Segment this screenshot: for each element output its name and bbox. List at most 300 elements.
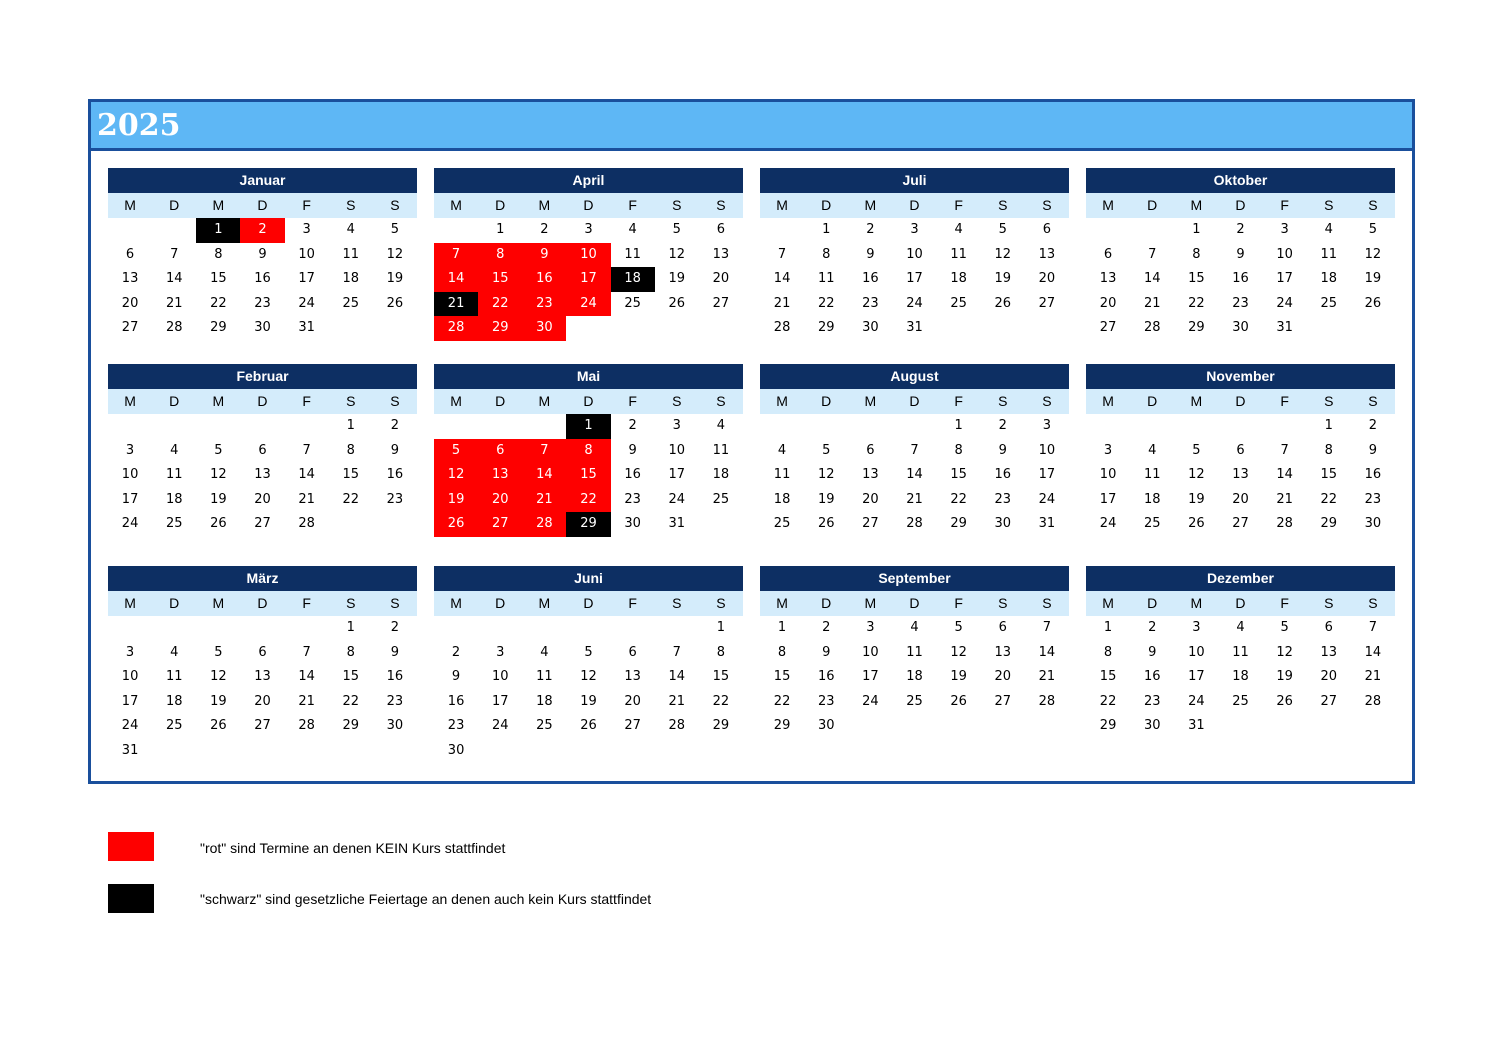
weekday-label: S	[672, 197, 682, 213]
empty-day-cell	[1130, 414, 1174, 439]
day-cell: 23	[1143, 693, 1161, 709]
weekday-label: M	[864, 197, 877, 213]
day-cell: 7	[302, 442, 311, 458]
empty-day-cell	[152, 739, 196, 764]
day-cell: 4	[540, 644, 549, 660]
day-cell: 25	[342, 295, 360, 311]
day-cell: 17	[1188, 669, 1205, 685]
weekday-label: F	[302, 197, 311, 213]
day-cell: 5	[1368, 222, 1378, 237]
day-cell: 30	[1364, 516, 1382, 532]
empty-day-cell	[1351, 316, 1395, 341]
day-cell: 23	[447, 718, 465, 734]
empty-day-cell	[1174, 414, 1218, 439]
day-cell: 25	[536, 718, 553, 734]
day-cell: 26	[210, 718, 227, 734]
day-cell: 23	[862, 295, 879, 311]
day-cell: 14	[1038, 644, 1056, 660]
day-cell: 18	[950, 271, 967, 287]
week-row	[760, 714, 1069, 739]
day-cell: 30	[447, 742, 465, 758]
week-row	[434, 739, 743, 764]
weekday-label: S	[1324, 595, 1334, 611]
day-cell: 29	[712, 718, 730, 734]
empty-day-cell	[196, 616, 240, 641]
day-cell: 29	[210, 320, 227, 336]
week-row	[760, 488, 1069, 513]
empty-day-cell	[1025, 714, 1069, 739]
week-row	[1086, 463, 1395, 488]
day-cell: 11	[536, 669, 553, 685]
month-name: Mai	[434, 364, 743, 389]
day-cell: 16	[624, 467, 641, 483]
day-cell: 26	[580, 718, 597, 734]
weekday-label: S	[998, 595, 1008, 611]
day-cell: 19	[1188, 491, 1205, 507]
day-cell: 27	[624, 718, 641, 734]
weekday-label: S	[390, 197, 400, 213]
empty-day-cell	[434, 616, 478, 641]
day-cell: 21	[668, 693, 686, 709]
day-cell: 22	[210, 295, 227, 311]
day-cell: 9	[451, 669, 461, 685]
empty-day-cell	[152, 414, 196, 439]
weekday-label: F	[954, 393, 963, 409]
day-cell: 17	[298, 271, 315, 287]
day-cell: 18	[611, 267, 655, 292]
day-cell: 14	[906, 467, 923, 483]
empty-day-cell	[329, 512, 373, 537]
week-row	[108, 439, 417, 464]
day-cell: 14	[773, 271, 791, 287]
week-row	[760, 616, 1069, 641]
day-cell: 20	[254, 693, 271, 709]
week-row	[108, 267, 417, 292]
weekday-label: S	[1042, 197, 1052, 213]
weekday-label: S	[1368, 393, 1378, 409]
weekday-label: D	[1147, 595, 1158, 611]
day-cell: 20	[994, 669, 1012, 685]
day-cell: 18	[906, 669, 923, 685]
day-cell: 26	[1364, 295, 1382, 311]
weekday-header-row	[760, 591, 1069, 616]
empty-day-cell	[699, 316, 743, 341]
day-cell: 2	[866, 222, 875, 237]
day-cell: 20	[712, 271, 730, 287]
day-cell: 16	[817, 669, 835, 685]
day-cell: 28	[522, 512, 566, 537]
day-cell: 22	[1099, 693, 1117, 709]
day-cell: 26	[668, 295, 686, 311]
weekday-label: M	[538, 197, 551, 213]
day-cell: 4	[910, 620, 919, 635]
week-row	[760, 439, 1069, 464]
day-cell: 3	[584, 222, 593, 237]
month-name: Dezember	[1086, 566, 1395, 591]
day-cell: 29	[817, 320, 835, 336]
day-cell: 3	[672, 418, 681, 433]
day-cell: 13	[254, 669, 271, 685]
weekday-label: M	[212, 595, 225, 611]
day-cell: 1	[496, 222, 505, 237]
day-cell: 1	[822, 222, 831, 237]
day-cell: 10	[298, 246, 315, 262]
weekday-label: F	[1280, 197, 1289, 213]
day-cell: 19	[210, 693, 227, 709]
day-cell: 4	[716, 418, 726, 433]
week-row	[108, 714, 417, 739]
weekday-label: S	[672, 393, 682, 409]
day-cell: 7	[910, 442, 919, 458]
weekday-label: M	[212, 393, 225, 409]
empty-day-cell	[1307, 714, 1351, 739]
day-cell: 5	[1192, 442, 1201, 458]
day-cell: 18	[342, 271, 360, 287]
day-cell: 14	[1143, 271, 1161, 287]
day-cell: 9	[522, 243, 566, 268]
day-cell: 21	[1143, 295, 1161, 311]
day-cell: 27	[254, 516, 271, 532]
day-cell: 1	[346, 620, 355, 635]
weekday-label: M	[1190, 393, 1203, 409]
empty-day-cell	[981, 714, 1025, 739]
day-cell: 10	[1276, 246, 1293, 262]
empty-day-cell	[566, 616, 610, 641]
day-cell: 9	[258, 246, 267, 262]
week-row	[1086, 488, 1395, 513]
empty-day-cell	[240, 414, 284, 439]
weekday-label: F	[1280, 595, 1289, 611]
day-cell: 20	[624, 693, 641, 709]
week-row	[1086, 414, 1395, 439]
day-cell: 3	[302, 222, 311, 237]
day-cell: 2	[628, 418, 637, 433]
week-row	[108, 243, 417, 268]
day-cell: 1	[1324, 418, 1333, 433]
day-cell: 23	[1364, 491, 1382, 507]
day-cell: 13	[1099, 271, 1117, 287]
day-cell: 10	[566, 243, 610, 268]
weekday-label: S	[998, 393, 1008, 409]
day-cell: 6	[998, 620, 1007, 635]
day-cell: 19	[210, 491, 227, 507]
day-cell: 9	[1236, 246, 1245, 262]
day-cell: 2	[390, 418, 400, 433]
day-cell: 28	[1143, 320, 1161, 336]
day-cell: 19	[434, 488, 478, 513]
day-cell: 5	[214, 442, 223, 458]
day-cell: 4	[954, 222, 963, 237]
empty-day-cell	[1086, 218, 1130, 243]
week-row	[760, 641, 1069, 666]
month-name: Januar	[108, 168, 417, 193]
weekday-label: D	[909, 197, 920, 213]
week-row	[434, 267, 743, 292]
day-cell: 1	[566, 414, 610, 439]
week-row	[434, 512, 743, 537]
day-cell: 13	[624, 669, 641, 685]
weekday-label: S	[1324, 197, 1334, 213]
day-cell: 24	[121, 718, 139, 734]
weekday-label: M	[450, 393, 462, 409]
day-cell: 28	[298, 718, 315, 734]
day-cell: 15	[712, 669, 730, 685]
month-märz	[108, 566, 417, 764]
empty-day-cell	[1351, 714, 1395, 739]
month-august	[760, 364, 1069, 537]
day-cell: 17	[1276, 271, 1293, 287]
weekday-label: D	[495, 197, 506, 213]
day-cell: 14	[298, 467, 315, 483]
day-cell: 24	[566, 292, 610, 317]
weekday-label: F	[954, 595, 963, 611]
day-cell: 2	[540, 222, 549, 237]
week-row	[434, 463, 743, 488]
month-juni	[434, 566, 743, 764]
week-row	[1086, 267, 1395, 292]
day-cell: 6	[1103, 246, 1113, 262]
empty-day-cell	[240, 616, 284, 641]
month-februar	[108, 364, 417, 537]
day-cell: 15	[342, 669, 360, 685]
weekday-label: M	[124, 595, 136, 611]
day-cell: 13	[254, 467, 271, 483]
day-cell: 18	[536, 693, 553, 709]
month-name: Oktober	[1086, 168, 1395, 193]
weekday-label: S	[390, 393, 400, 409]
legend-swatch-red	[108, 832, 154, 861]
day-cell: 16	[1364, 467, 1382, 483]
day-cell: 22	[342, 491, 360, 507]
empty-day-cell	[108, 218, 152, 243]
weekday-header-row	[108, 591, 417, 616]
month-name: Juni	[434, 566, 743, 591]
day-cell: 2	[1148, 620, 1157, 635]
day-cell: 2	[390, 620, 400, 635]
empty-day-cell	[196, 414, 240, 439]
day-cell: 15	[478, 267, 522, 292]
week-row	[760, 243, 1069, 268]
day-cell: 7	[170, 246, 179, 262]
week-row	[760, 690, 1069, 715]
empty-day-cell	[699, 739, 743, 764]
weekday-label: D	[583, 197, 594, 213]
day-cell: 20	[121, 295, 139, 311]
week-row	[434, 714, 743, 739]
weekday-label: M	[1190, 595, 1203, 611]
week-row	[108, 512, 417, 537]
day-cell: 27	[712, 295, 730, 311]
day-cell: 25	[773, 516, 791, 532]
day-cell: 19	[1276, 669, 1293, 685]
day-cell: 7	[1148, 246, 1157, 262]
day-cell: 4	[170, 644, 179, 660]
day-cell: 23	[1232, 295, 1249, 311]
day-cell: 18	[165, 693, 183, 709]
week-row	[1086, 218, 1395, 243]
day-cell: 14	[668, 669, 686, 685]
day-cell: 16	[386, 669, 404, 685]
day-cell: 29	[773, 718, 791, 734]
weekday-header-row	[1086, 389, 1395, 414]
week-row	[1086, 243, 1395, 268]
week-row	[434, 316, 743, 341]
week-row	[108, 616, 417, 641]
empty-day-cell	[522, 616, 566, 641]
empty-day-cell	[760, 218, 804, 243]
day-cell: 25	[712, 491, 730, 507]
day-cell: 18	[773, 491, 791, 507]
weekday-label: D	[495, 393, 506, 409]
week-row	[760, 267, 1069, 292]
day-cell: 22	[566, 488, 610, 513]
day-cell: 5	[954, 620, 963, 635]
day-cell: 8	[214, 246, 223, 262]
day-cell: 26	[1276, 693, 1293, 709]
day-cell: 11	[1143, 467, 1161, 483]
day-cell: 31	[298, 320, 315, 336]
weekday-label: D	[495, 595, 506, 611]
day-cell: 10	[862, 644, 879, 660]
month-oktober	[1086, 168, 1395, 341]
weekday-label: F	[628, 595, 637, 611]
week-row	[1086, 641, 1395, 666]
day-cell: 12	[210, 669, 227, 685]
week-row	[434, 218, 743, 243]
day-cell: 17	[862, 669, 879, 685]
day-cell: 31	[1276, 320, 1293, 336]
day-cell: 4	[170, 442, 179, 458]
day-cell: 8	[716, 644, 726, 660]
day-cell: 8	[1192, 246, 1201, 262]
day-cell: 3	[910, 222, 919, 237]
day-cell: 7	[522, 439, 566, 464]
week-row	[760, 292, 1069, 317]
day-cell: 13	[1038, 246, 1056, 262]
weekday-label: M	[450, 595, 462, 611]
day-cell: 12	[1276, 644, 1293, 660]
empty-day-cell	[152, 218, 196, 243]
day-cell: 13	[1232, 467, 1249, 483]
day-cell: 11	[165, 467, 183, 483]
day-cell: 11	[950, 246, 967, 262]
weekday-label: M	[538, 595, 551, 611]
day-cell: 3	[496, 644, 505, 660]
day-cell: 13	[862, 467, 879, 483]
day-cell: 8	[1103, 644, 1113, 660]
month-april	[434, 168, 743, 341]
empty-day-cell	[804, 414, 848, 439]
day-cell: 8	[954, 442, 963, 458]
day-cell: 19	[386, 271, 404, 287]
week-row	[760, 414, 1069, 439]
empty-day-cell	[152, 616, 196, 641]
day-cell: 27	[478, 512, 522, 537]
week-row	[434, 243, 743, 268]
weekday-label: M	[1102, 393, 1114, 409]
day-cell: 1	[346, 418, 355, 433]
weekday-label: M	[1102, 197, 1114, 213]
week-row	[1086, 714, 1395, 739]
day-cell: 6	[258, 442, 267, 458]
empty-day-cell	[848, 414, 892, 439]
day-cell: 17	[1038, 467, 1056, 483]
month-name: August	[760, 364, 1069, 389]
empty-day-cell	[760, 414, 804, 439]
empty-day-cell	[522, 414, 566, 439]
empty-day-cell	[373, 739, 417, 764]
empty-day-cell	[611, 739, 655, 764]
day-cell: 22	[817, 295, 835, 311]
day-cell: 13	[994, 644, 1012, 660]
day-cell: 10	[121, 669, 139, 685]
empty-day-cell	[699, 512, 743, 537]
day-cell: 24	[121, 516, 139, 532]
weekday-label: M	[776, 197, 788, 213]
day-cell: 28	[434, 316, 478, 341]
weekday-label: M	[864, 595, 877, 611]
empty-day-cell	[937, 714, 981, 739]
day-cell: 29	[1188, 320, 1205, 336]
day-cell: 15	[950, 467, 967, 483]
day-cell: 29	[950, 516, 967, 532]
day-cell: 24	[862, 693, 879, 709]
day-cell: 1	[1103, 620, 1113, 635]
day-cell: 20	[254, 491, 271, 507]
weekday-label: F	[628, 197, 637, 213]
day-cell: 5	[214, 644, 223, 660]
month-juli	[760, 168, 1069, 341]
day-cell: 7	[777, 246, 787, 262]
week-row	[1086, 439, 1395, 464]
empty-day-cell	[655, 739, 699, 764]
day-cell: 18	[165, 491, 183, 507]
day-cell: 2	[998, 418, 1007, 433]
day-cell: 25	[950, 295, 967, 311]
day-cell: 30	[1143, 718, 1161, 734]
day-cell: 26	[994, 295, 1012, 311]
day-cell: 5	[434, 439, 478, 464]
day-cell: 20	[1232, 491, 1249, 507]
weekday-label: M	[124, 197, 136, 213]
day-cell: 25	[1143, 516, 1161, 532]
day-cell: 21	[298, 693, 315, 709]
day-cell: 3	[125, 442, 135, 458]
weekday-header-row	[434, 389, 743, 414]
day-cell: 25	[624, 295, 641, 311]
weekday-label: F	[302, 595, 311, 611]
day-cell: 26	[434, 512, 478, 537]
month-name: September	[760, 566, 1069, 591]
empty-day-cell	[285, 616, 329, 641]
day-cell: 11	[773, 467, 791, 483]
day-cell: 28	[1038, 693, 1056, 709]
day-cell: 17	[906, 271, 923, 287]
day-cell: 16	[994, 467, 1012, 483]
day-cell: 14	[522, 463, 566, 488]
day-cell: 26	[817, 516, 835, 532]
weekday-label: D	[257, 595, 268, 611]
day-cell: 6	[258, 644, 267, 660]
weekday-label: S	[346, 393, 356, 409]
week-row	[108, 488, 417, 513]
day-cell: 10	[1188, 644, 1205, 660]
day-cell: 27	[1038, 295, 1056, 311]
day-cell: 12	[210, 467, 227, 483]
empty-day-cell	[892, 714, 936, 739]
day-cell: 17	[668, 467, 686, 483]
day-cell: 1	[777, 620, 787, 635]
